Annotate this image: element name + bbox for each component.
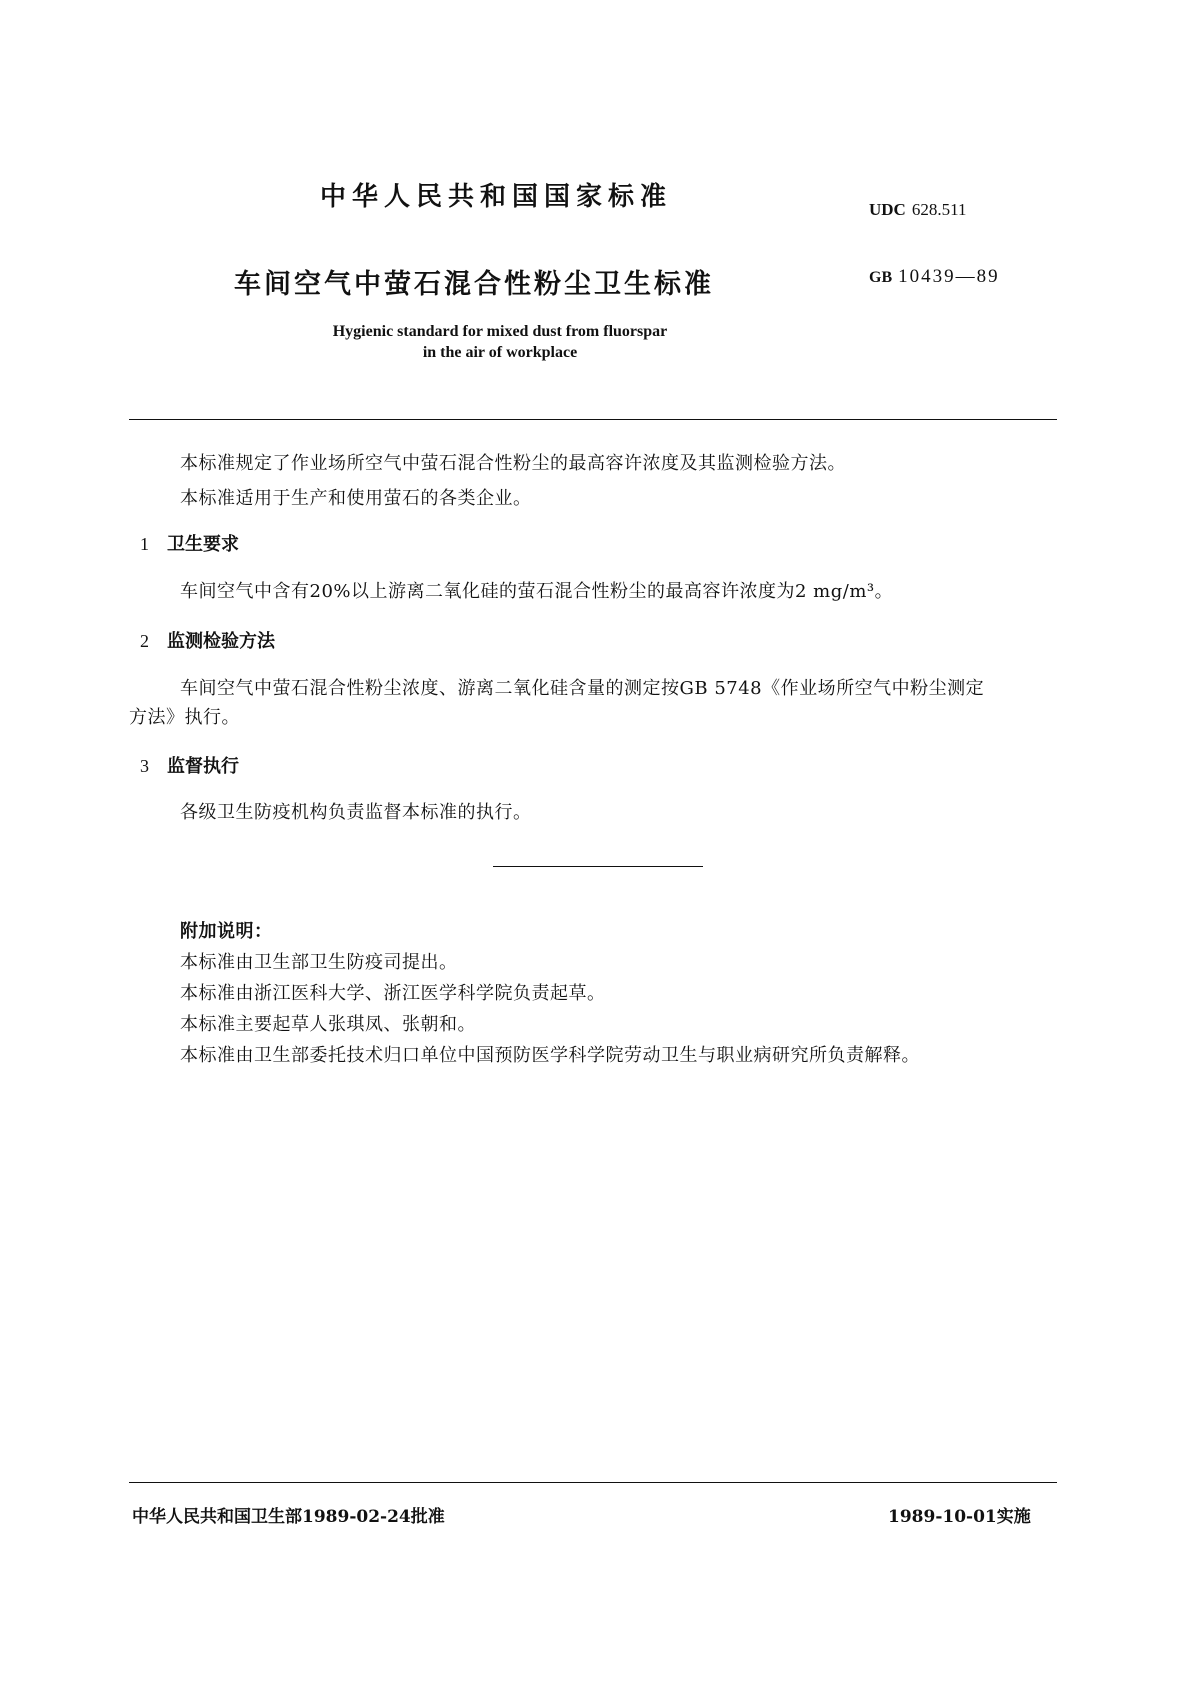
notes-title: 附加说明：: [180, 921, 273, 942]
standard-type-heading: 中华人民共和国国家标准: [320, 182, 673, 212]
intro-paragraph: 本标准规定了作业场所空气中萤石混合性粉尘的最高容许浓度及其监测检验方法。: [180, 453, 846, 474]
gb-code: [869, 266, 1000, 288]
header-divider: [129, 419, 1057, 420]
english-title-line-2: in the air of workplace: [422, 344, 578, 361]
section-heading-3: [140, 752, 239, 778]
section-2-body-line-2: 方法》执行。: [129, 707, 240, 728]
section-1-body: 车间空气中含有20%以上游离二氧化硅的萤石混合性粉尘的最高容许浓度为2 mg/m³。: [180, 581, 894, 602]
footer-divider: [129, 1482, 1057, 1483]
note-item: 本标准由卫生部卫生防疫司提出。: [180, 952, 458, 973]
udc-label: UDC: [869, 200, 906, 219]
section-number: 1: [140, 534, 149, 554]
section-title: 卫生要求: [167, 534, 239, 555]
section-title: 监督执行: [167, 756, 239, 777]
note-item: 本标准由卫生部委托技术归口单位中国预防医学科学院劳动卫生与职业病研究所负责解释。: [180, 1045, 920, 1066]
section-number: 2: [140, 631, 149, 651]
note-item: 本标准主要起草人张琪凤、张朝和。: [180, 1014, 476, 1035]
section-2-body-line-1: 车间空气中萤石混合性粉尘浓度、游离二氧化硅含量的测定按GB 5748《作业场所空气中粉尘测定: [180, 678, 985, 699]
document-title: 车间空气中萤石混合性粉尘卫生标准: [234, 269, 714, 300]
udc-value: 628.511: [911, 200, 967, 219]
udc-code: [869, 200, 966, 220]
approval-date: 中华人民共和国卫生部1989-02-24批准: [132, 1507, 445, 1527]
implementation-date: 1989-10-01实施: [888, 1507, 1031, 1527]
section-title: 监测检验方法: [167, 631, 275, 652]
section-heading-2: [140, 627, 275, 653]
english-title-line-1: Hygienic standard for mixed dust from fluorspar: [332, 323, 668, 340]
gb-value: 10439—89: [898, 266, 1000, 287]
content-end-divider: [493, 866, 703, 867]
section-number: 3: [140, 756, 149, 776]
note-item: 本标准由浙江医科大学、浙江医学科学院负责起草。: [180, 983, 606, 1004]
intro-paragraph: 本标准适用于生产和使用萤石的各类企业。: [180, 488, 532, 509]
section-heading-1: [140, 530, 239, 556]
section-3-body: 各级卫生防疫机构负责监督本标准的执行。: [180, 802, 532, 823]
gb-label: GB: [869, 269, 893, 286]
